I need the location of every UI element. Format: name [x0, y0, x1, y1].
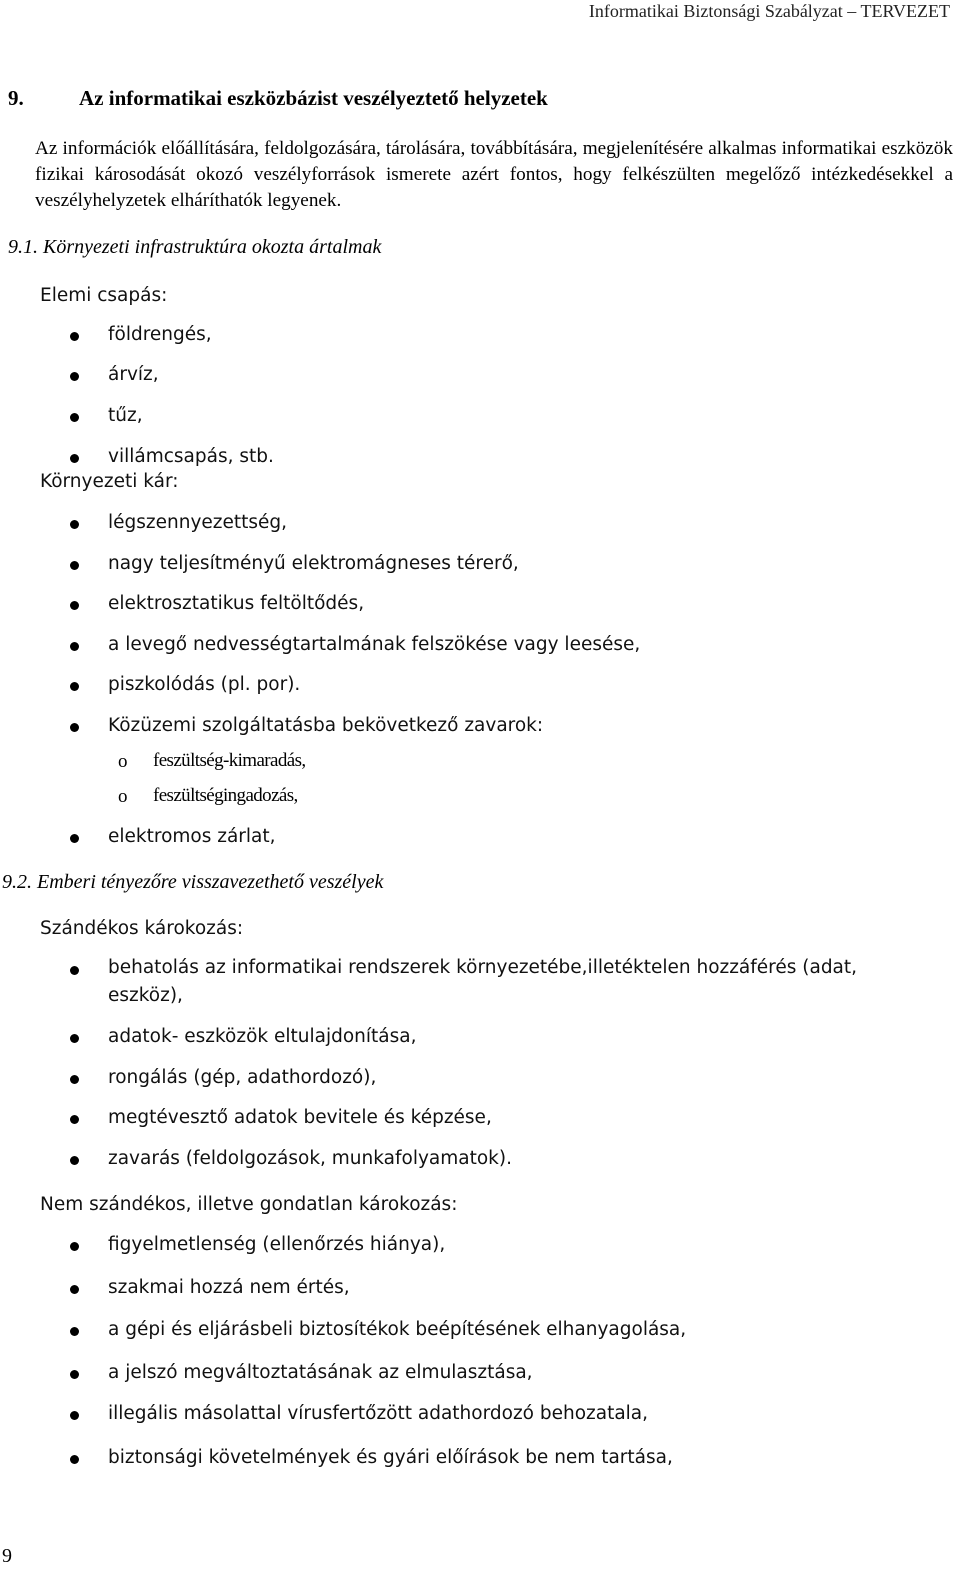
list-item: behatolás az informatikai rendszerek környezetébe,illetéktelen hozzáférés (adat, [108, 957, 858, 978]
bullet-icon [70, 332, 79, 341]
list-item: rongálás (gép, adathordozó), [108, 1067, 377, 1088]
subsection-title-9-1: 9.1. Környezeti infrastruktúra okozta ártalmak [8, 236, 382, 258]
bullet-icon [70, 1455, 79, 1464]
list-item: illegális másolattal vírusfertőzött adathordozó behozatala, [108, 1403, 649, 1424]
list-item: elektrosztatikus feltöltődés, [108, 593, 365, 614]
section-number: 9. [8, 86, 24, 110]
bullet-icon [70, 1285, 79, 1294]
bullet-icon [70, 372, 79, 381]
bullet-icon [70, 966, 79, 975]
label-elemi-csapas: Elemi csapás: [40, 285, 168, 306]
bullet-icon [70, 682, 79, 691]
list-item: zavarás (feldolgozások, munkafolyamatok). [108, 1148, 512, 1169]
list-item: szakmai hozzá nem értés, [108, 1277, 350, 1298]
sub-list-item: feszültségingadozás, [153, 785, 298, 806]
circle-bullet-icon: o [118, 751, 128, 772]
list-item: elektromos zárlat, [108, 826, 276, 847]
bullet-icon [70, 1115, 79, 1124]
list-item: piszkolódás (pl. por). [108, 674, 301, 695]
list-item: figyelmetlenség (ellenőrzés hiánya), [108, 1234, 446, 1255]
bullet-icon [70, 520, 79, 529]
bullet-icon [70, 601, 79, 610]
bullet-icon [70, 1156, 79, 1165]
bullet-icon [70, 1242, 79, 1251]
circle-bullet-icon: o [118, 786, 128, 807]
bullet-icon [70, 1327, 79, 1336]
list-item: árvíz, [108, 364, 159, 385]
bullet-icon [70, 1075, 79, 1084]
bullet-icon [70, 723, 79, 732]
bullet-icon [70, 1370, 79, 1379]
list-item: villámcsapás, stb. [108, 446, 274, 467]
bullet-icon [70, 834, 79, 843]
subsection-title-9-2: 9.2. Emberi tényezőre visszavezethető veszélyek [2, 871, 384, 893]
intro-paragraph: Az információk előállítására, feldolgozására, tárolására, továbbítására, megjelenítésére alkalmas informatikai eszközök fizikai károsodását okozó veszélyforrások ismerete azért fontos, hogy felkészülten megelőző intézkedésekkel a veszélyhelyzetek elháríthatók legyenek. [35, 138, 953, 211]
section-title: Az informatikai eszközbázist veszélyeztető helyzetek [79, 86, 548, 110]
sub-list-item: feszültség-kimaradás, [153, 750, 306, 771]
list-item: Közüzemi szolgáltatásba bekövetkező zavarok: [108, 715, 544, 736]
list-item: földrengés, [108, 324, 212, 345]
list-item: adatok- eszközök eltulajdonítása, [108, 1026, 417, 1047]
list-item-continuation: eszköz), [108, 985, 183, 1006]
list-item: a jelszó megváltoztatásának az elmulasztása, [108, 1362, 533, 1383]
label-nem-szandekos: Nem szándékos, illetve gondatlan károkozás: [40, 1194, 458, 1215]
bullet-icon [70, 454, 79, 463]
list-item: megtévesztő adatok bevitele és képzése, [108, 1107, 492, 1128]
bullet-icon [70, 561, 79, 570]
list-item: a levegő nedvességtartalmának felszökése vagy leesése, [108, 634, 641, 655]
bullet-icon [70, 642, 79, 651]
list-item: tűz, [108, 405, 143, 426]
list-item: nagy teljesítményű elektromágneses térerő, [108, 553, 519, 574]
bullet-icon [70, 1411, 79, 1420]
label-kornyezeti-kar: Környezeti kár: [40, 471, 179, 492]
list-item: biztonsági követelmények és gyári előírások be nem tartása, [108, 1447, 673, 1468]
bullet-icon [70, 413, 79, 422]
list-item: légszennyezettség, [108, 512, 288, 533]
label-szandekos: Szándékos károkozás: [40, 918, 244, 939]
page-number: 9 [2, 1545, 12, 1567]
document-header: Informatikai Biztonsági Szabályzat – TERVEZET [588, 1, 950, 21]
list-item: a gépi és eljárásbeli biztosítékok beépítésének elhanyagolása, [108, 1319, 687, 1340]
bullet-icon [70, 1034, 79, 1043]
